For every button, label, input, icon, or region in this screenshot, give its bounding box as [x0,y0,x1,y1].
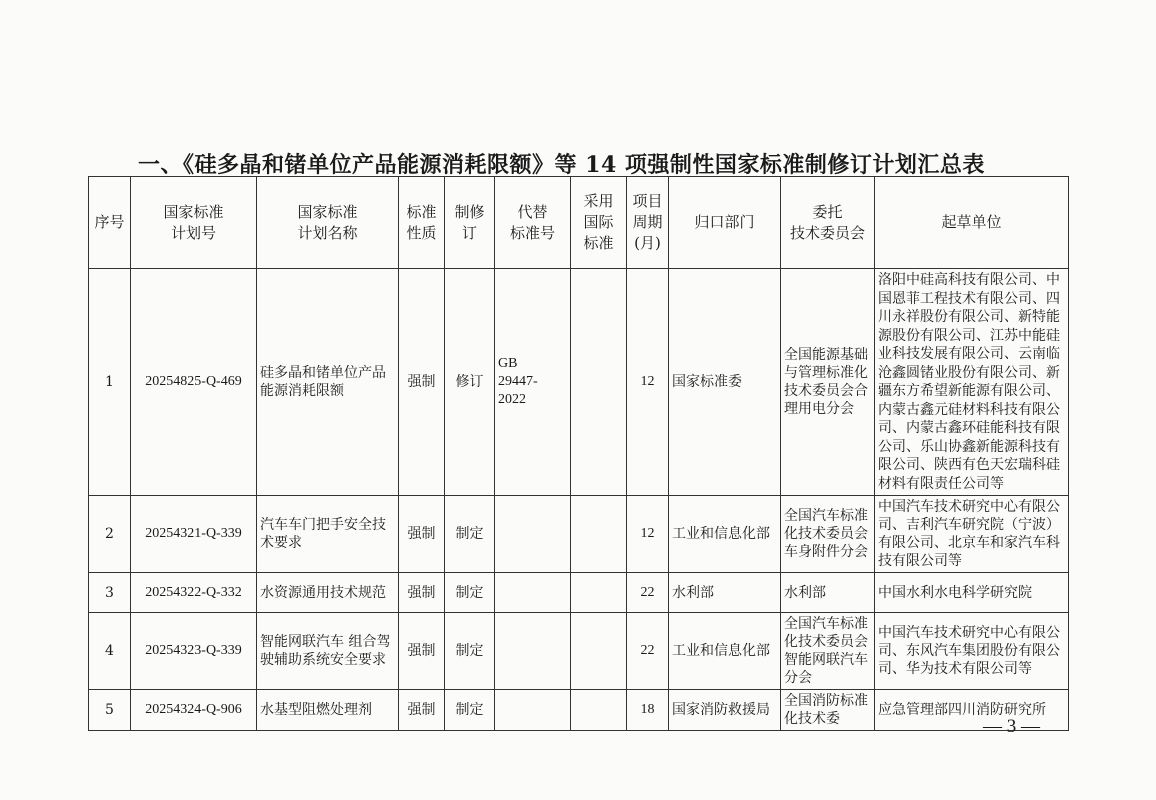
document-title: 一、《硅多晶和锗单位产品能源消耗限额》等 14 项强制性国家标准制修订计划汇总表 [138,152,985,178]
cell-period: 22 [627,573,669,613]
cell-period: 18 [627,690,669,731]
cell-seq: 1 [89,269,131,496]
cell-intl [571,573,627,613]
cell-revision: 制定 [445,690,495,731]
cell-drafter: 应急管理部四川消防研究所 [875,690,1069,731]
cell-plan-no: 20254323-Q-339 [131,613,257,690]
cell-seq: 4 [89,613,131,690]
cell-replaced [495,613,571,690]
cell-committee: 全国能源基础与管理标准化技术委员会合理用电分会 [781,269,875,496]
cell-committee: 水利部 [781,573,875,613]
cell-dept: 国家消防救援局 [669,690,781,731]
cell-revision: 修订 [445,269,495,496]
standards-plan-table [88,176,1069,731]
cell-plan-name: 水基型阻燃处理剂 [257,690,399,731]
table-header-row [89,177,1069,269]
page-number: — 3 — [983,716,1040,737]
cell-intl [571,690,627,731]
cell-drafter: 洛阳中硅高科技有限公司、中国恩菲工程技术有限公司、四川永祥股份有限公司、新特能源股份有限公司、江苏中能硅业科技发展有限公司、云南临沧鑫圆锗业股份有限公司、新疆东方希望新能源有限公司、内蒙古鑫元硅材料科技有限公司、内蒙古鑫环硅能科技有限公司、乐山协鑫新能源科技有限公司、陕西有色天宏瑞科硅材料有限责任公司等 [875,269,1069,496]
cell-drafter: 中国水利水电科学研究院 [875,573,1069,613]
cell-replaced [495,573,571,613]
cell-replaced [495,496,571,573]
cell-drafter: 中国汽车技术研究中心有限公司、吉利汽车研究院（宁波）有限公司、北京车和家汽车科技有限公司等 [875,496,1069,573]
table-row [89,690,1069,731]
cell-nature: 强制 [399,573,445,613]
header-revision: 制修 订 [445,177,495,269]
header-committee: 委托 技术委员会 [781,177,875,269]
cell-revision: 制定 [445,613,495,690]
table-row [89,269,1069,496]
header-seq: 序号 [89,177,131,269]
cell-plan-no: 20254322-Q-332 [131,573,257,613]
header-nature: 标准 性质 [399,177,445,269]
cell-plan-no: 20254324-Q-906 [131,690,257,731]
cell-period: 12 [627,269,669,496]
table-row [89,573,1069,613]
header-plan-no: 国家标准 计划号 [131,177,257,269]
cell-dept: 工业和信息化部 [669,613,781,690]
cell-period: 12 [627,496,669,573]
cell-dept: 国家标准委 [669,269,781,496]
header-drafter: 起草单位 [875,177,1069,269]
cell-dept: 水利部 [669,573,781,613]
cell-revision: 制定 [445,573,495,613]
cell-committee: 全国消防标准化技术委 [781,690,875,731]
cell-plan-no: 20254321-Q-339 [131,496,257,573]
cell-nature: 强制 [399,690,445,731]
cell-committee: 全国汽车标准化技术委员会智能网联汽车分会 [781,613,875,690]
cell-seq: 5 [89,690,131,731]
cell-replaced: GB 29447- 2022 [495,269,571,496]
cell-intl [571,613,627,690]
cell-plan-name: 智能网联汽车 组合驾驶辅助系统安全要求 [257,613,399,690]
cell-drafter: 中国汽车技术研究中心有限公司、东风汽车集团股份有限公司、华为技术有限公司等 [875,613,1069,690]
cell-intl [571,496,627,573]
header-period: 项目 周期 (月) [627,177,669,269]
cell-nature: 强制 [399,269,445,496]
header-plan-name: 国家标准 计划名称 [257,177,399,269]
cell-revision: 制定 [445,496,495,573]
cell-nature: 强制 [399,613,445,690]
cell-intl [571,269,627,496]
cell-plan-name: 硅多晶和锗单位产品能源消耗限额 [257,269,399,496]
cell-nature: 强制 [399,496,445,573]
header-intl: 采用 国际 标准 [571,177,627,269]
cell-seq: 3 [89,573,131,613]
cell-plan-no: 20254825-Q-469 [131,269,257,496]
table-row [89,496,1069,573]
cell-seq: 2 [89,496,131,573]
table-row [89,613,1069,690]
header-dept: 归口部门 [669,177,781,269]
cell-replaced [495,690,571,731]
header-replaced: 代替 标准号 [495,177,571,269]
cell-committee: 全国汽车标准化技术委员会车身附件分会 [781,496,875,573]
cell-plan-name: 汽车车门把手安全技术要求 [257,496,399,573]
cell-plan-name: 水资源通用技术规范 [257,573,399,613]
cell-period: 22 [627,613,669,690]
cell-dept: 工业和信息化部 [669,496,781,573]
